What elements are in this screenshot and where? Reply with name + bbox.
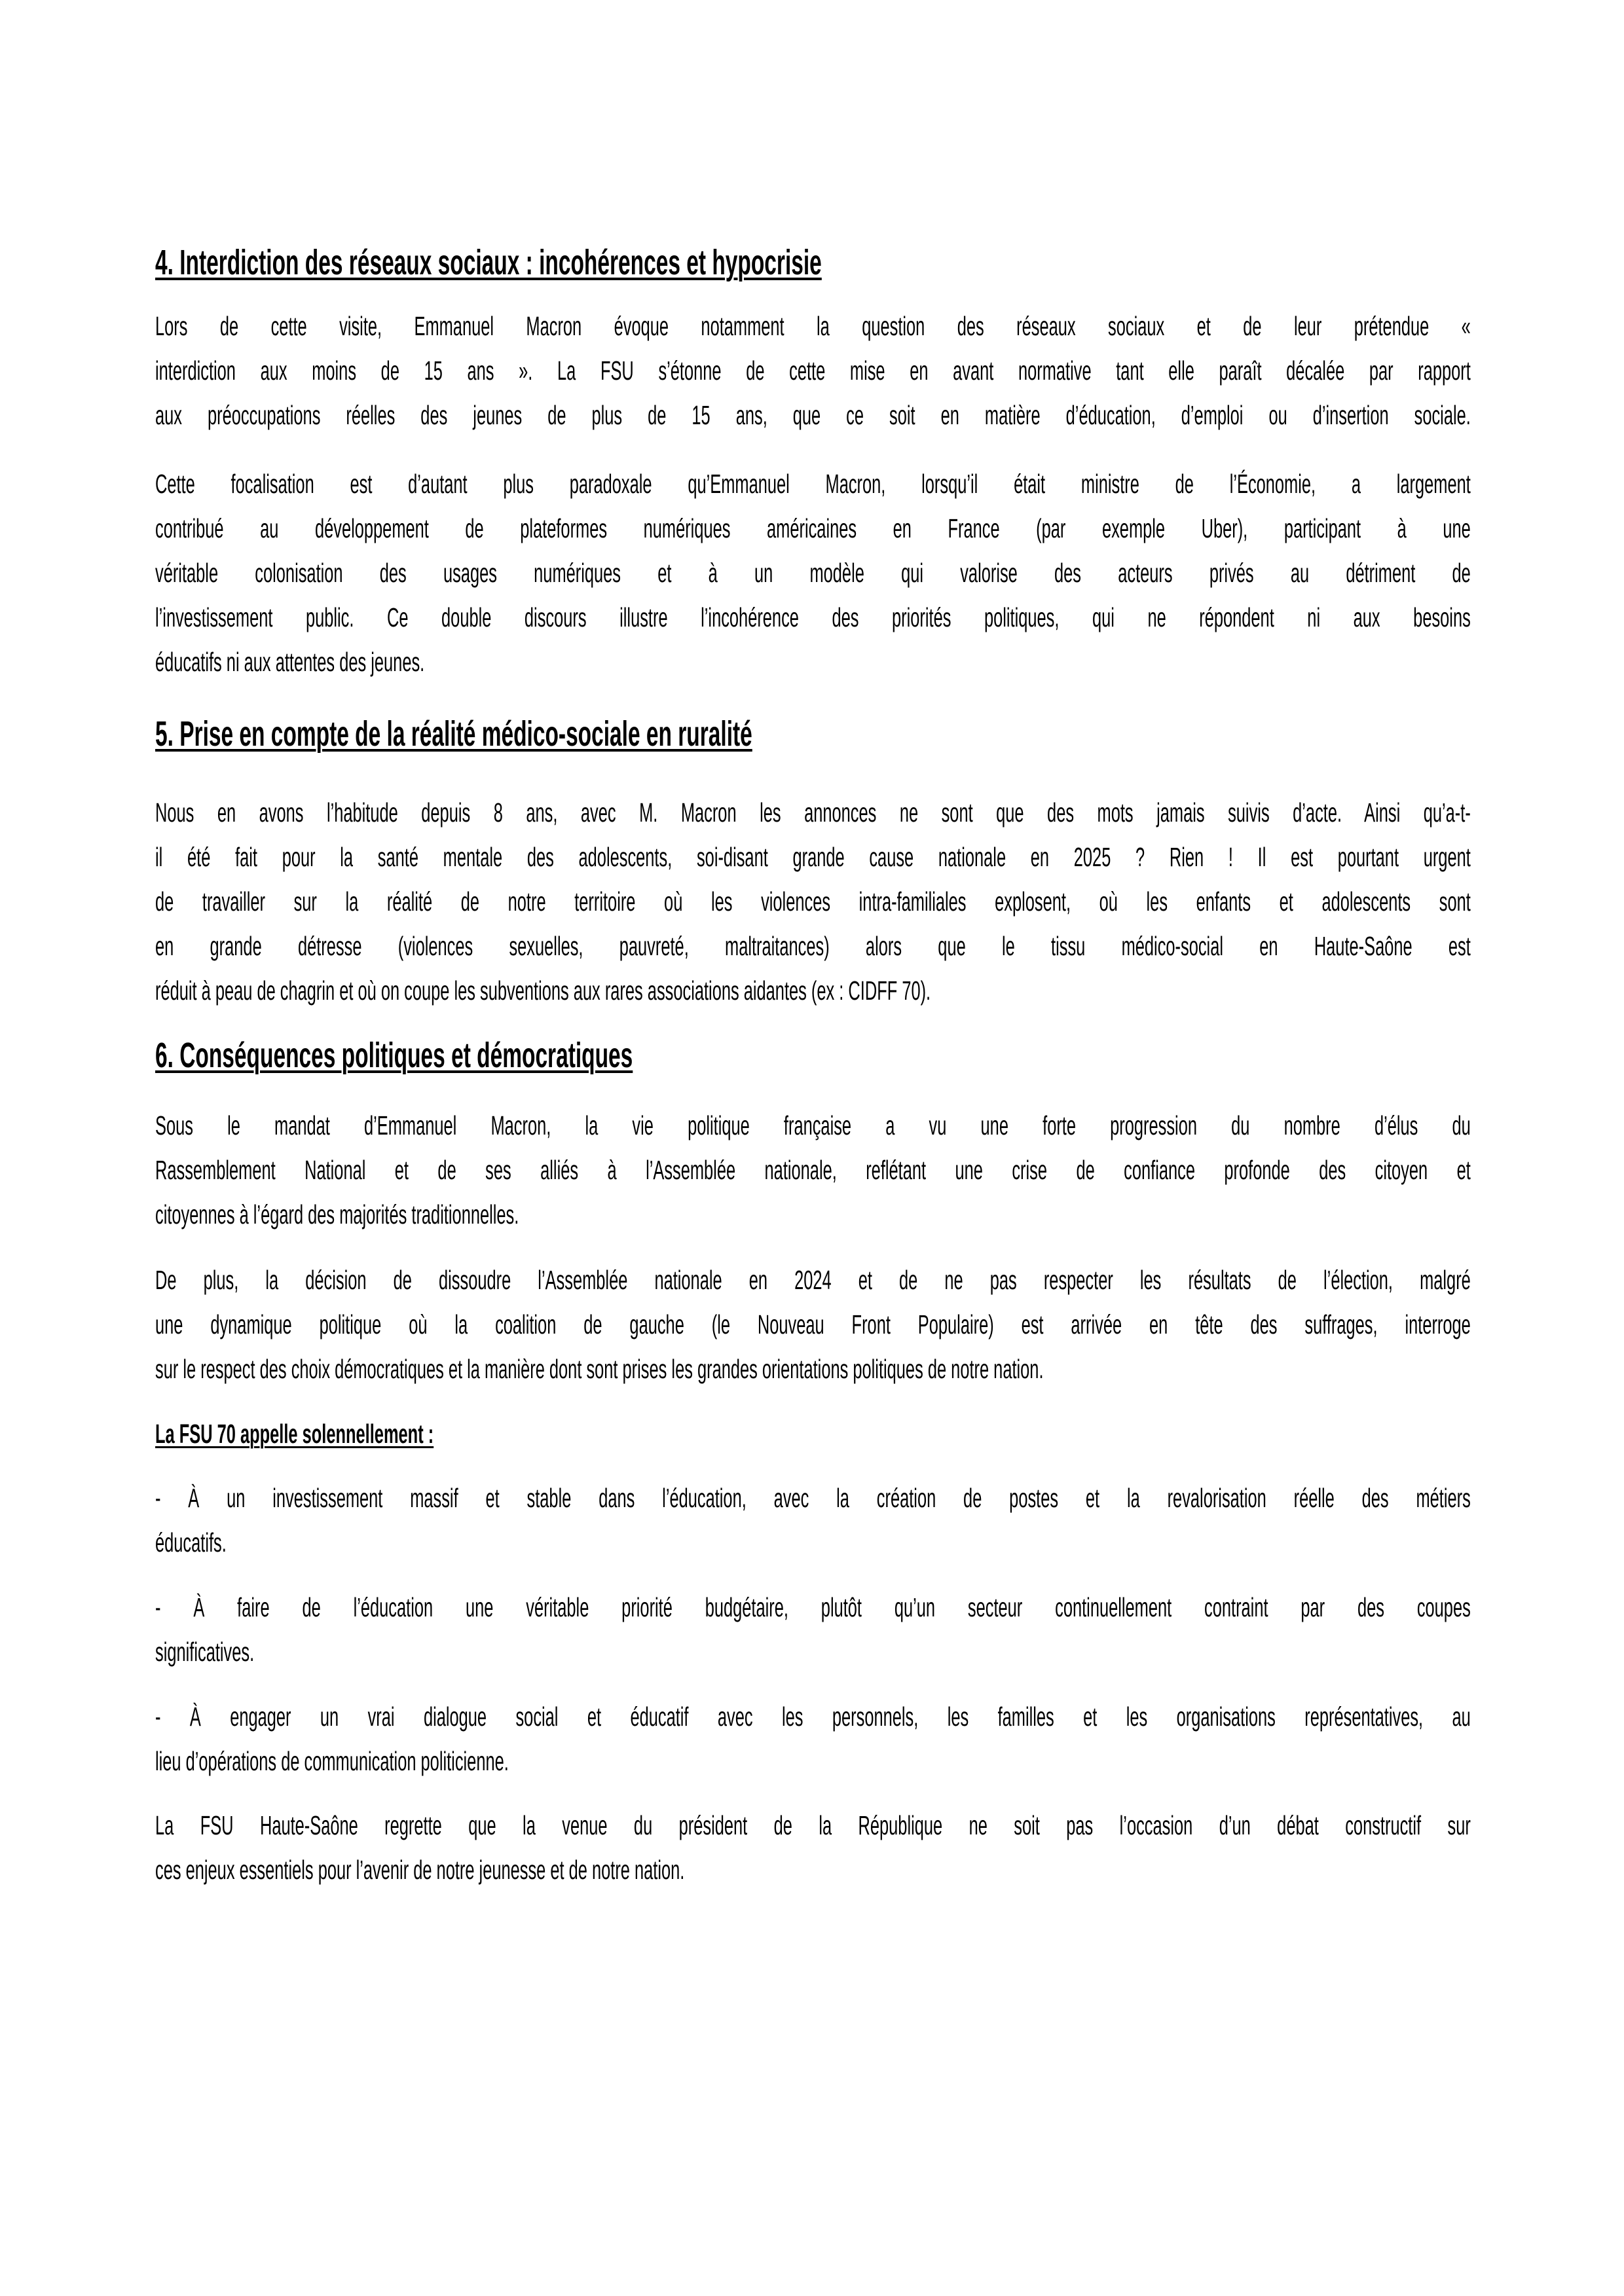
paragraph-line: l’investissement public. Ce double discours illustre l’incohérence des priorités politiques, qui ne répondent ni aux besoins [155, 602, 1471, 632]
paragraph-line: réduit à peau de chagrin et où on coupe les subventions aux rares associations aidantes (ex : CIDFF 70). [155, 975, 931, 1006]
paragraph-line: Sous le mandat d’Emmanuel Macron, la vie politique française a vu une forte progression du nombre d’élus du [155, 1110, 1471, 1140]
paragraph-line: Cette focalisation est d’autant plus paradoxale qu’Emmanuel Macron, lorsqu’il était ministre de l’Économie, a largement [155, 469, 1471, 499]
paragraph-line: contribué au développement de plateformes numériques américaines en France (par exemple Uber), participant à une [155, 513, 1471, 543]
section-heading: 4. Interdiction des réseaux sociaux : incohérences et hypocrisie [155, 243, 822, 282]
paragraph-line: véritable colonisation des usages numériques et à un modèle qui valorise des acteurs privés au détriment de [155, 558, 1471, 588]
paragraph-line: sur le respect des choix démocratiques et la manière dont sont prises les grandes orientations politiques de notre nation. [155, 1354, 1044, 1384]
demand-line: - À engager un vrai dialogue social et éducatif avec les personnels, les familles et les organisations représentatives, au [155, 1702, 1471, 1732]
paragraph-line: interdiction aux moins de 15 ans ». La FSU s’étonne de cette mise en avant normative tant elle paraît décalée par rapport [155, 355, 1471, 386]
callout-title: La FSU 70 appelle solennellement : [155, 1419, 434, 1449]
closing-line: La FSU Haute-Saône regrette que la venue du président de la République ne soit pas l’occasion d’un débat constructif sur [155, 1810, 1471, 1840]
demand-line: éducatifs. [155, 1527, 227, 1558]
paragraph-line: une dynamique politique où la coalition de gauche (le Nouveau Front Populaire) est arrivée en tête des suffrages, interroge [155, 1309, 1471, 1339]
paragraph-line: de travailler sur la réalité de notre territoire où les violences intra-familiales explosent, où les enfants et adolescents sont [155, 886, 1471, 917]
paragraph-line: De plus, la décision de dissoudre l’Assemblée nationale en 2024 et de ne pas respecter les résultats de l’élection, malgré [155, 1265, 1471, 1295]
demand-line: - À un investissement massif et stable dans l’éducation, avec la création de postes et la revalorisation réelle des métiers [155, 1483, 1471, 1513]
demand-line: lieu d’opérations de communication politicienne. [155, 1746, 509, 1776]
demand-line: - À faire de l’éducation une véritable priorité budgétaire, plutôt qu’un secteur continuellement contraint par des coupes [155, 1592, 1471, 1622]
paragraph-line: citoyennes à l’égard des majorités traditionnelles. [155, 1199, 519, 1230]
paragraph-line: il été fait pour la santé mentale des adolescents, soi-disant grande cause nationale en 2025 ? Rien ! Il est pourtant urgent [155, 842, 1471, 872]
paragraph-line: Nous en avons l’habitude depuis 8 ans, avec M. Macron les annonces ne sont que des mots jamais suivis d’acte. Ainsi qu’a-t- [155, 797, 1471, 828]
section-heading: 5. Prise en compte de la réalité médico-sociale en ruralité [155, 714, 752, 754]
paragraph-line: Rassemblement National et de ses alliés à l’Assemblée nationale, reflétant une crise de confiance profonde des citoyen et [155, 1155, 1471, 1185]
paragraph-line: aux préoccupations réelles des jeunes de plus de 15 ans, que ce soit en matière d’éducation, d’emploi ou d’insertion sociale. [155, 400, 1471, 430]
paragraph-line: en grande détresse (violences sexuelles, pauvreté, maltraitances) alors que le tissu médico-social en Haute-Saône est [155, 931, 1471, 961]
paragraph-line: éducatifs ni aux attentes des jeunes. [155, 647, 425, 677]
demand-line: significatives. [155, 1637, 255, 1667]
paragraph-line: Lors de cette visite, Emmanuel Macron évoque notamment la question des réseaux sociaux et de leur prétendue « [155, 311, 1471, 341]
closing-line: ces enjeux essentiels pour l’avenir de notre jeunesse et de notre nation. [155, 1855, 685, 1885]
section-heading: 6. Conséquences politiques et démocratiques [155, 1036, 633, 1075]
